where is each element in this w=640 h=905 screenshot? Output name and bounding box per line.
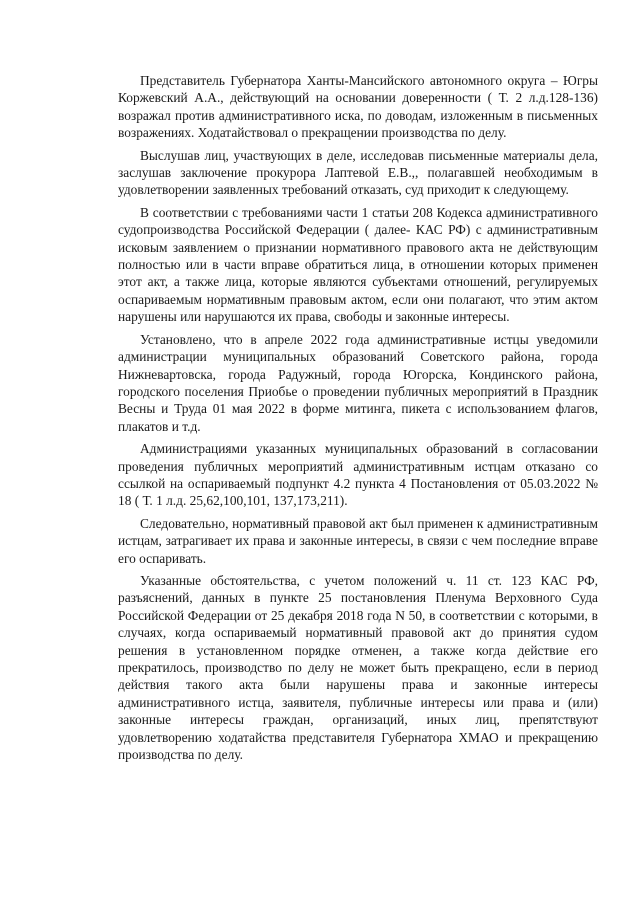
paragraph-consequently: Следовательно, нормативный правовой акт был применен к административным истцам, затрагивает их права и законные интересы, в связи с чем последние вправе его оспаривать. [118, 515, 598, 566]
paragraph-governor-representative: Представитель Губернатора Ханты-Мансийского автономного округа – Югры Коржевский А.А., действующий на основании доверенности ( Т. 2 л.д.128-136) возражал против административного иска, по доводам, изложенным в письменных возражениях. Ходатайствовал о прекращении производства по делу. [118, 73, 598, 141]
paragraph-administrations-refusal: Администрациями указанных муниципальных образований в согласовании проведения публичных мероприятий административным истцам отказано со ссылкой на оспариваемый подпункт 4.2 пункта 4 Постановления от 05.03.2022 № 18 ( Т. 1 л.д. 25,62,100,101, 137,173,211). [118, 441, 598, 509]
document-body [118, 72, 598, 768]
paragraph-hearing: Выслушав лиц, участвующих в деле, исследовав письменные материалы дела, заслушав заключение прокурора Лаптевой Е.В.,, полагавшей необходимым в удовлетворении заявленных требований отказать, суд приходит к следующему. [118, 147, 598, 198]
paragraph-established-facts: Установлено, что в апреле 2022 года административные истцы уведомили администрации муниципальных образований Советского района, города Нижневартовска, города Радужный, города Югорска, Кондинского района, городского поселения Приобье о проведении публичных мероприятий в Праздник Весны и Труда 01 мая 2022 в форме митинга, пикета с использованием флагов, плакатов и т.д. [118, 331, 598, 434]
paragraph-circumstances: Указанные обстоятельства, с учетом положений ч. 11 ст. 123 КАС РФ, разъяснений, данных в пункте 25 постановления Пленума Верховного Суда Российской Федерации от 25 декабря 2018 года N 50, в соответствии с которыми, в случаях, когда оспариваемый нормативный правовой акт до принятия судом решения в установленном порядке отменен, а также когда действие его прекратилось, производство по делу не может быть прекращено, если в период действия такого акта были нарушены права и законные интересы административного истца, заявителя, публичные интересы или права и (или) законные интересы граждан, организаций, иных лиц, препятствуют удовлетворению ходатайства представителя Губернатора ХМАО и прекращению производства по делу. [118, 572, 598, 763]
paragraph-article-208: В соответствии с требованиями части 1 статьи 208 Кодекса административного судопроизводства Российской Федерации ( далее- КАС РФ) с административным исковым заявлением о признании нормативного правового акта не действующим полностью или в части вправе обратиться лица, в отношении которых применен этот акт, а также лица, которые являются субъектами отношений, регулируемых оспариваемым нормативным правовым актом, если они полагают, что этим актом нарушены или нарушаются их права, свободы и законные интересы. [118, 204, 598, 325]
